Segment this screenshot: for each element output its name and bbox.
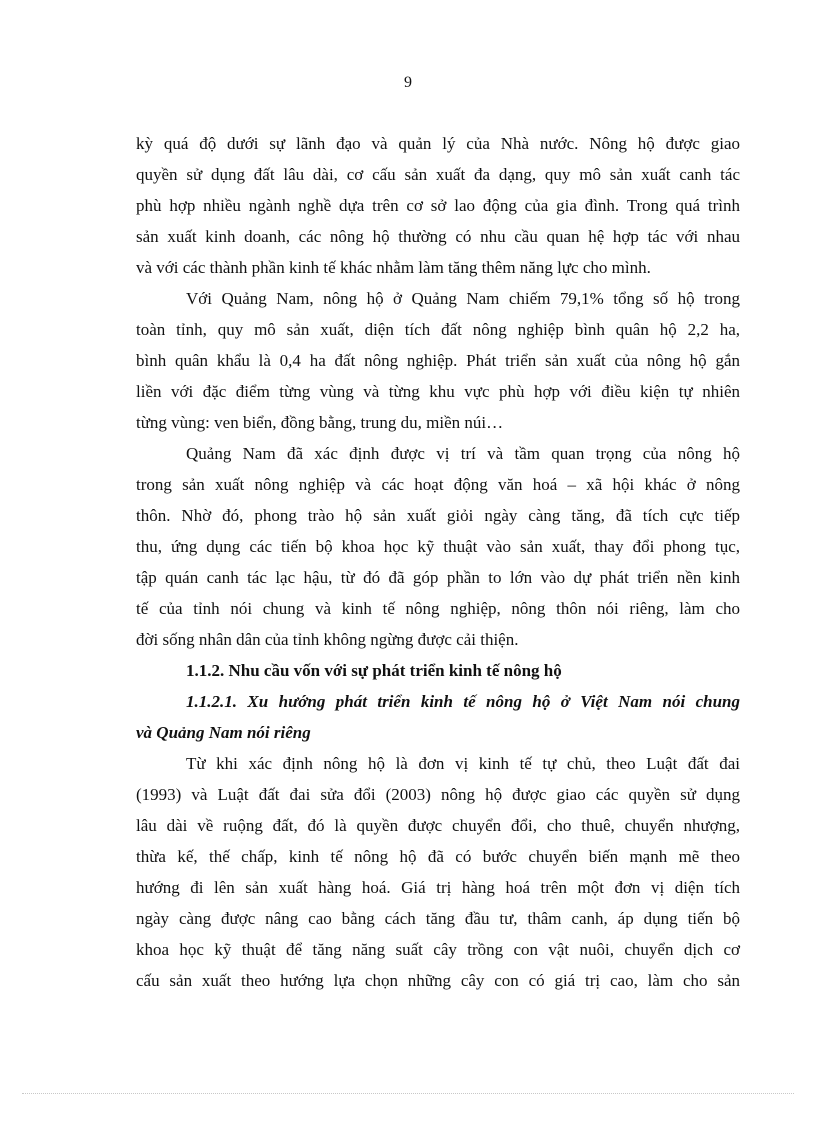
body-text-line: phù hợp nhiều ngành nghề dựa trên cơ sở lao động của gia đình. Trong quá trình xyxy=(136,196,740,215)
body-text-line: khoa học kỹ thuật để tăng năng suất cây trồng con vật nuôi, chuyển dịch cơ xyxy=(136,940,740,959)
body-text-line: lâu dài về ruộng đất, đó là quyền được chuyển đổi, cho thuê, chuyển nhượng, xyxy=(136,816,740,835)
subsection-heading: và Quảng Nam nói riêng xyxy=(136,723,311,742)
body-text-line: thu, ứng dụng các tiến bộ khoa học kỹ thuật vào sản xuất, thay đổi phong tục, xyxy=(136,537,740,556)
body-text-line: đời sống nhân dân của tỉnh không ngừng được cải thiện. xyxy=(136,630,519,649)
body-text-line: ngày càng được nâng cao bằng cách tăng đầu tư, thâm canh, áp dụng tiến bộ xyxy=(136,909,740,928)
body-text-line: và với các thành phần kinh tế khác nhằm làm tăng thêm năng lực cho mình. xyxy=(136,258,651,277)
body-text-line: quyền sử dụng đất lâu dài, cơ cấu sản xuất đa dạng, quy mô sản xuất canh tác xyxy=(136,165,740,184)
body-text-line: hướng đi lên sản xuất hàng hoá. Giá trị hàng hoá trên một đơn vị diện tích xyxy=(136,878,740,897)
body-text-line: cấu sản xuất theo hướng lựa chọn những cây con có giá trị cao, làm cho sản xyxy=(136,971,740,990)
body-text-line: thôn. Nhờ đó, phong trào hộ sản xuất giỏi ngày càng tăng, đã tích cực tiếp xyxy=(136,506,740,525)
body-text-line: Quảng Nam đã xác định được vị trí và tầm quan trọng của nông hộ xyxy=(186,444,740,463)
section-heading: 1.1.2. Nhu cầu vốn với sự phát triển kinh tế nông hộ xyxy=(186,661,562,680)
body-text-line: kỳ quá độ dưới sự lãnh đạo và quản lý của Nhà nước. Nông hộ được giao xyxy=(136,134,740,153)
body-text-line: từng vùng: ven biển, đồng bằng, trung du, miền núi… xyxy=(136,413,504,432)
document-body xyxy=(136,128,740,996)
body-text-line: sản xuất kinh doanh, các nông hộ thường có nhu cầu quan hệ hợp tác với nhau xyxy=(136,227,740,246)
body-text-line: Từ khi xác định nông hộ là đơn vị kinh tế tự chủ, theo Luật đất đai xyxy=(186,754,740,773)
body-text-line: bình quân khẩu là 0,4 ha đất nông nghiệp. Phát triển sản xuất của nông hộ gắn xyxy=(136,351,740,370)
body-text-line: toàn tỉnh, quy mô sản xuất, diện tích đất nông nghiệp bình quân hộ 2,2 ha, xyxy=(136,320,740,339)
body-text-line: liền với đặc điểm từng vùng và từng khu vực phù hợp với điều kiện tự nhiên xyxy=(136,382,740,401)
body-text-line: tế của tỉnh nói chung và kinh tế nông nghiệp, nông thôn nói riêng, làm cho xyxy=(136,599,740,618)
body-text-line: trong sản xuất nông nghiệp và các hoạt động văn hoá – xã hội khác ở nông xyxy=(136,475,740,494)
page-number: 9 xyxy=(404,74,412,91)
footer-divider xyxy=(22,1093,794,1094)
body-text-line: tập quán canh tác lạc hậu, từ đó đã góp phần to lớn vào dự phát triển nền kinh xyxy=(136,568,740,587)
body-text-line: thừa kế, thế chấp, kinh tế nông hộ đã có bước chuyển biến mạnh mẽ theo xyxy=(136,847,740,866)
body-text-line: Với Quảng Nam, nông hộ ở Quảng Nam chiếm 79,1% tổng số hộ trong xyxy=(186,289,740,308)
subsection-heading: 1.1.2.1. Xu hướng phát triển kinh tế nông hộ ở Việt Nam nói chung xyxy=(186,692,740,711)
body-text-line: (1993) và Luật đất đai sửa đổi (2003) nông hộ được giao các quyền sử dụng xyxy=(136,785,740,804)
